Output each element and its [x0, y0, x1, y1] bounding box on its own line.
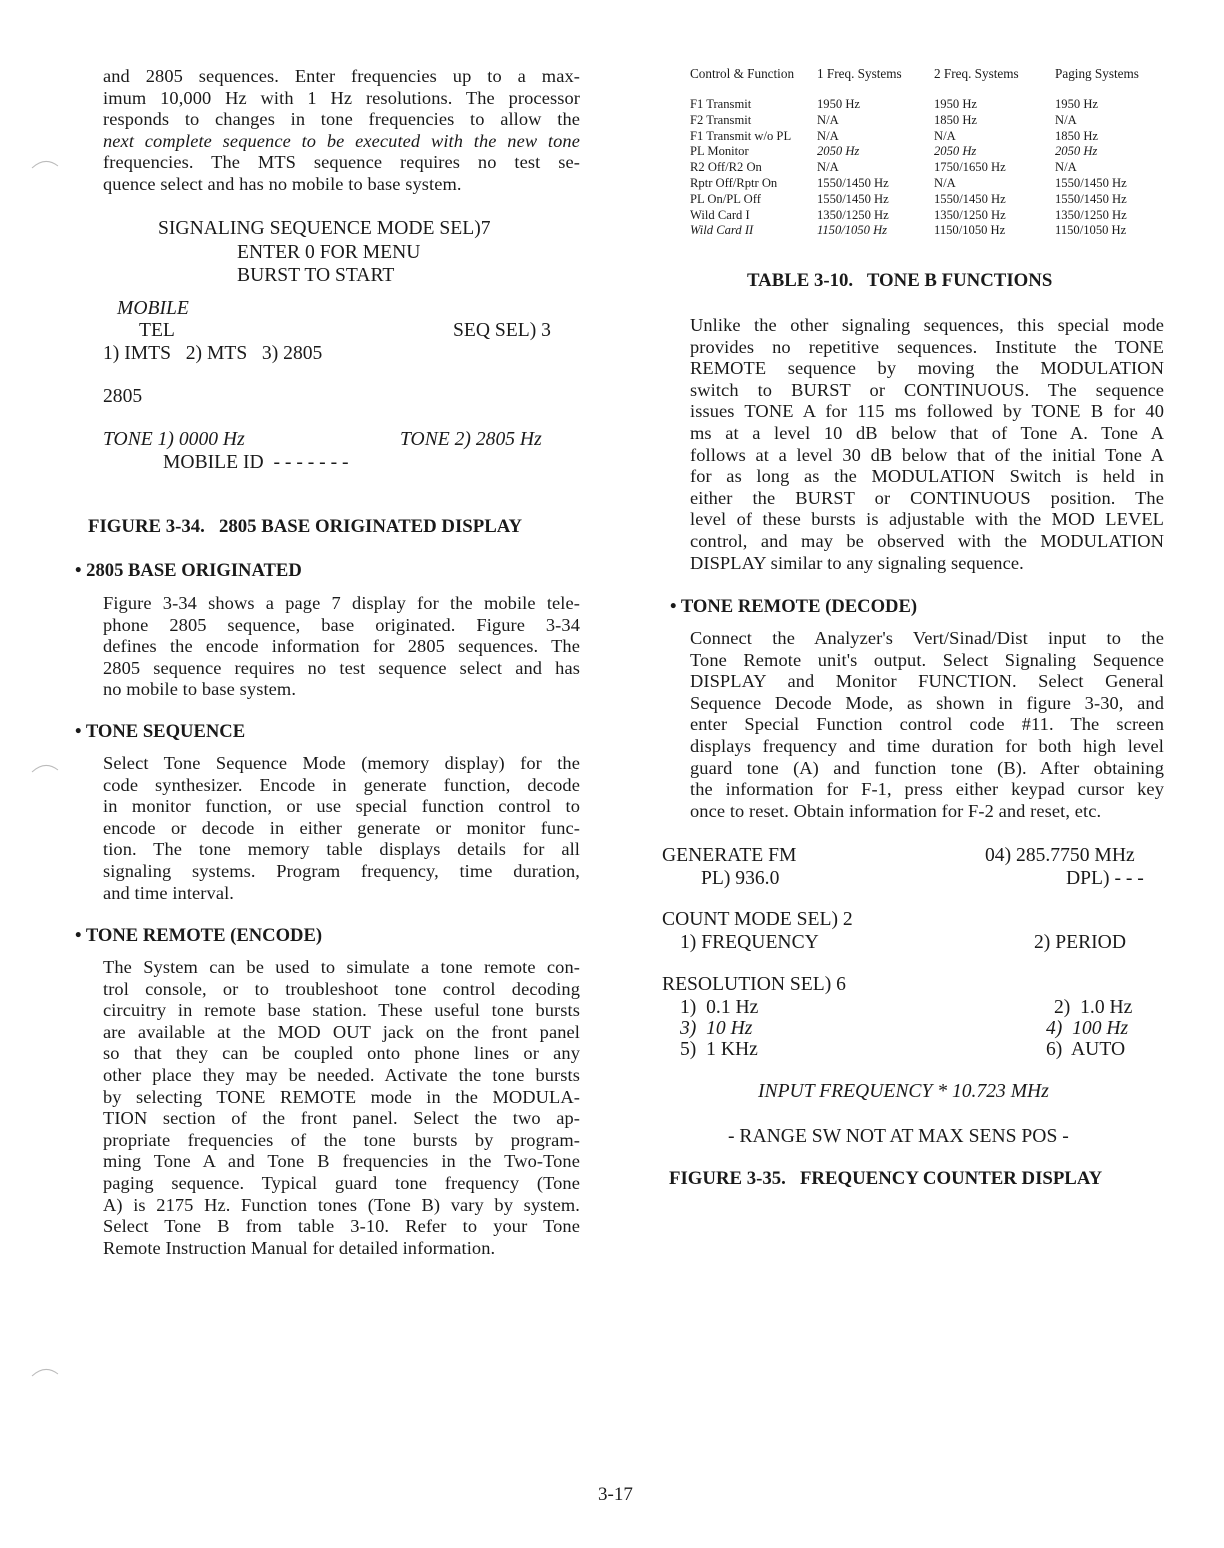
- table-cell: F2 Transmit: [690, 112, 752, 127]
- table-cell: 1550/1450 Hz: [817, 191, 889, 206]
- table-cell: N/A: [817, 112, 839, 127]
- table-row: [690, 97, 1139, 113]
- table-cell: 1150/1050 Hz: [1055, 223, 1127, 238]
- screen-line: ENTER 0 FOR MENU: [237, 242, 421, 263]
- table-cell: N/A: [934, 175, 956, 190]
- table-row: [690, 113, 1139, 129]
- page-number: 3-17: [598, 1484, 633, 1505]
- table-cell: Wild Card I: [690, 207, 750, 222]
- table-cell: 1350/1250 Hz: [1055, 207, 1127, 222]
- table-row: [690, 192, 1139, 208]
- table-row: [690, 176, 1139, 192]
- screen-frequency: 04) 285.7750 MHz: [985, 845, 1135, 866]
- screen-period-option: 2) PERIOD: [1034, 932, 1126, 953]
- table-cell: 2050 Hz: [817, 144, 860, 159]
- table-cell: F1 Transmit: [690, 97, 752, 111]
- screen-resolution-option: 6) AUTO: [1046, 1039, 1126, 1060]
- screen-tone2: TONE 2) 2805 Hz: [400, 429, 542, 450]
- table-header: 2 Freq. Systems: [934, 66, 1019, 81]
- table-cell: N/A: [1055, 160, 1077, 175]
- table-row: [690, 144, 1139, 160]
- margin-mark: [30, 760, 60, 774]
- section-paragraph: Connect the Analyzer's Vert/Sinad/Dist input to the Tone Remote unit's output. Select Signaling Sequence DISPLAY and Monitor FUNCTION. Select General Sequence Decode Mode, as shown in figure 3-30, and enter Special Function control code #11. The screen displays frequency and time duration for both high level guard tone (A) and function tone (B). After obtaining the information for F-1, press either keypad cursor key once to reset. Obtain information for F-2 and reset, etc.: [690, 628, 1164, 821]
- screen-generate: GENERATE FM: [662, 845, 797, 866]
- table-header: Control & Function: [690, 66, 795, 81]
- screen-resolution-option: 2) 1.0 Hz: [1054, 997, 1133, 1018]
- screen-mobile-label: MOBILE: [117, 298, 189, 319]
- table-header: 1 Freq. Systems: [817, 66, 902, 81]
- table-row: [690, 223, 1139, 239]
- margin-mark: [30, 156, 60, 170]
- table-cell: Rptr Off/Rptr On: [690, 175, 778, 190]
- table-cell: 1850 Hz: [934, 112, 978, 127]
- screen-resolution: RESOLUTION SEL) 6: [662, 974, 846, 995]
- section-paragraph: Select Tone Sequence Mode (memory display) for the code synthesizer. Encode in generate function, decode in monitor function, or use special function control to encode or decode in either generate or monitor func- tion. The tone memory table displays details for all signaling systems. Program frequency, time duration, and time interval.: [103, 753, 580, 903]
- table-header-row: [690, 66, 1139, 97]
- table-cell: 1950 Hz: [1055, 97, 1099, 111]
- table-caption: TABLE 3-10. TONE B FUNCTIONS: [747, 270, 1053, 291]
- figure-caption: FIGURE 3-34. 2805 BASE ORIGINATED DISPLAY: [88, 516, 523, 537]
- table-cell: 1150/1050 Hz: [817, 223, 888, 238]
- table-row: [690, 129, 1139, 145]
- intro-paragraph: Unlike the other signaling sequences, this special mode provides no repetitive sequences. Institute the TONE REMOTE sequence by moving the MODULATION switch to BURST or CONTINUOUS. The sequence issues TONE A for 115 ms followed by TONE B for 40 ms at a level 10 dB below that of Tone A. Tone A follows at a level 30 dB below that of the initial Tone A for as long as the MODULATION Switch is held in either the BURST or CONTINUOUS position. The level of these bursts is adjustable with the MOD LEVEL control, and may be observed with the MODULATION DISPLAY similar to any signaling sequence.: [690, 315, 1164, 573]
- table-cell: 1550/1450 Hz: [817, 175, 889, 190]
- screen-seq-sel: SEQ SEL) 3: [453, 320, 551, 341]
- table-cell: R2 Off/R2 On: [690, 160, 762, 175]
- section-heading: • TONE REMOTE (DECODE): [670, 596, 918, 617]
- screen-input-frequency: INPUT FREQUENCY * 10.723 MHz: [758, 1081, 1049, 1102]
- screen-resolution-option: 3) 10 Hz: [680, 1018, 753, 1039]
- table-cell: 1850 Hz: [1055, 128, 1099, 143]
- table-cell: 1950 Hz: [817, 97, 861, 111]
- table-cell: 2050 Hz: [934, 144, 977, 159]
- table-cell: PL On/PL Off: [690, 191, 761, 206]
- screen-mobile-id: MOBILE ID - - - - - - -: [163, 452, 349, 473]
- table-cell: 2050 Hz: [1055, 144, 1098, 159]
- screen-line: SIGNALING SEQUENCE MODE SEL)7: [158, 218, 491, 239]
- screen-selected: 2805: [103, 386, 143, 407]
- table-cell: 1550/1450 Hz: [1055, 191, 1127, 206]
- screen-pl: PL) 936.0: [701, 868, 780, 889]
- section-paragraph: Figure 3-34 shows a page 7 display for the mobile tele- phone 2805 sequence, base originated. Figure 3-34 defines the encode information for 2805 sequences. The 2805 sequence requires no test sequence select and has no mobile to base system.: [103, 593, 580, 700]
- table-cell: F1 Transmit w/o PL: [690, 128, 792, 143]
- section-heading: • TONE REMOTE (ENCODE): [75, 925, 323, 946]
- screen-frequency-option: 1) FREQUENCY: [680, 932, 819, 953]
- screen-dpl: DPL) - - -: [1066, 868, 1144, 889]
- table-cell: N/A: [817, 160, 839, 175]
- screen-count-mode: COUNT MODE SEL) 2: [662, 909, 853, 930]
- table-cell: 1750/1650 Hz: [934, 160, 1006, 175]
- table-cell: 1150/1050 Hz: [934, 223, 1006, 238]
- table-cell: 1350/1250 Hz: [934, 207, 1006, 222]
- section-heading: • 2805 BASE ORIGINATED: [75, 560, 302, 581]
- table-cell: 1550/1450 Hz: [1055, 175, 1127, 190]
- table-cell: N/A: [1055, 112, 1077, 127]
- table-cell: Wild Card II: [690, 223, 754, 238]
- intro-paragraph: and 2805 sequences. Enter frequencies up to a max- imum 10,000 Hz with 1 Hz resolutions. The processor responds to changes in tone frequencies to allow the next complete sequence to be executed with the new tone frequencies. The MTS sequence requires no test se- quence select and has no mobile to base system.: [103, 66, 580, 194]
- figure-caption: FIGURE 3-35. FREQUENCY COUNTER DISPLAY: [669, 1168, 1103, 1189]
- screen-line: BURST TO START: [237, 265, 395, 286]
- screen-options: 1) IMTS 2) MTS 3) 2805: [103, 343, 323, 364]
- screen-range-warning: - RANGE SW NOT AT MAX SENS POS -: [728, 1126, 1069, 1147]
- screen-tone1: TONE 1) 0000 Hz: [103, 429, 245, 450]
- screen-resolution-option: 5) 1 KHz: [680, 1039, 758, 1060]
- table-cell: N/A: [934, 128, 956, 143]
- table-cell: 1550/1450 Hz: [934, 191, 1006, 206]
- table-cell: PL Monitor: [690, 144, 749, 159]
- margin-mark: [30, 1364, 60, 1378]
- table-header: Paging Systems: [1055, 66, 1139, 81]
- screen-resolution-option: 1) 0.1 Hz: [680, 997, 759, 1018]
- section-heading: • TONE SEQUENCE: [75, 721, 246, 742]
- table-row: [690, 208, 1139, 224]
- table-cell: 1950 Hz: [934, 97, 978, 111]
- tone-b-functions-table: [690, 66, 1139, 239]
- table-cell: N/A: [817, 128, 839, 143]
- screen-resolution-option: 4) 100 Hz: [1046, 1018, 1129, 1039]
- section-paragraph: The System can be used to simulate a tone remote con- trol console, or to troubleshoot tone control decoding circuitry in remote base station. These useful tone bursts are available at the MOD OUT jack on the front panel so that they can be coupled onto phone lines or any other place they may be needed. Activate the tone bursts by selecting TONE REMOTE mode in the MODULA- TION section of the front panel. Select the two ap- propriate frequencies of the tone bursts by program- ming Tone A and Tone B frequencies in the Two-Tone paging sequence. Typical guard tone frequency (Tone A) is 2175 Hz. Function tones (Tone B) vary by system. Select Tone B from table 3-10. Refer to your Tone Remote Instruction Manual for detailed information.: [103, 957, 580, 1258]
- table-row: [690, 160, 1139, 176]
- table-cell: 1350/1250 Hz: [817, 207, 889, 222]
- screen-tel-label: TEL: [139, 320, 175, 341]
